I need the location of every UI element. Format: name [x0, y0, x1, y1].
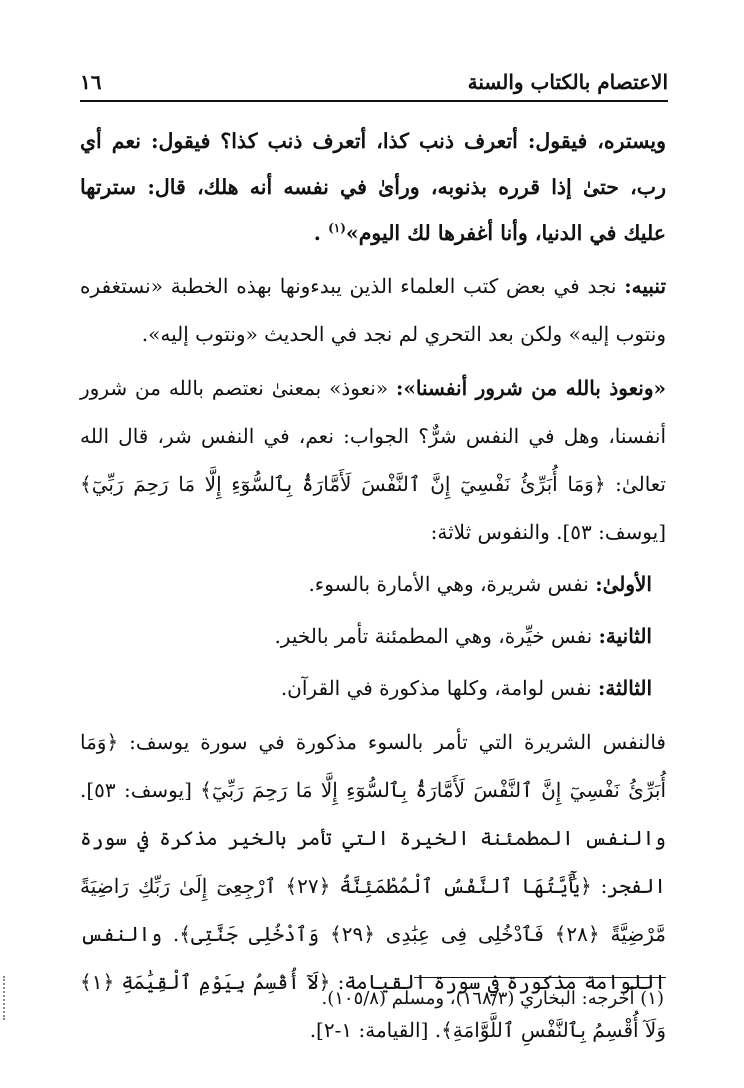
quran-paragraph: فالنفس الشريرة التي تأمر بالسوء مذكورة في سورة يوسف: ﴿وَمَا أُبَرِّئُ نَفْسِيٓ إِنَّ ٱلنَّفْسَ لَأَمَّارَةُۢ بِٱلسُّوٓءِ إِلَّا مَا رَحِمَ رَبِّيٓ﴾ [يوسف: ٥٣]. والنفس المطمئنة الخيرة التي تأمر بالخير مذكرة في سورة الفجر: ﴿يَٰٓأَيَّتُهَا ٱلنَّفْسُ ٱلْمُطْمَئِنَّةُ ﴿٢٧﴾ ٱرْجِعِىٓ إِلَىٰ رَبِّكِ رَاضِيَةً مَّرْضِيَّةً ﴿٢٨﴾ فَٱدْخُلِى فِى عِبَٰدِى ﴿٢٩﴾ وَٱدْخُلِى جَنَّتِى﴾. والنفس اللوامة مذكورة في سورة القيامة: ﴿لَآ أُقْسِمُ بِيَوْمِ ٱلْقِيَٰمَةِ ﴿١﴾ وَلَآ أُقْسِمُ بِٱلنَّفْسِ ٱللَّوَّامَةِ﴾. [القيامة: ١-٢].: [80, 730, 666, 1042]
footnote: (١) أخرجه: البخاري (١٦٨/٣)، ومسلم (١٠٥/٨).: [321, 988, 664, 1009]
note-paragraph: [80, 262, 666, 358]
item-label: الأولىٰ:: [595, 572, 652, 596]
hadith-paragraph: [80, 118, 666, 256]
item-label: الثالثة:: [597, 676, 652, 700]
item-text: نفس لوامة، وكلها مذكورة في القرآن.: [280, 676, 592, 700]
souls-lead: «ونعوذ بالله من شرور أنفسنا»:: [396, 376, 667, 400]
souls-paragraph: [80, 364, 666, 556]
item-text: نفس خيِّرة، وهي المطمئنة تأمر بالخير.: [274, 624, 593, 648]
footnote-rule: [414, 977, 666, 978]
page-number: ١٦: [80, 70, 102, 94]
hadith-end: .: [313, 221, 321, 245]
running-title: الاعتصام بالكتاب والسنة: [467, 70, 668, 94]
list-item: [80, 612, 666, 660]
item-label: الثانية:: [598, 624, 652, 648]
page-header: [80, 58, 668, 94]
page-body: [80, 118, 666, 1054]
note-label: تنبيه:: [624, 274, 667, 298]
item-text: نفس شريرة، وهي الأمارة بالسوء.: [308, 572, 589, 596]
list-item: [80, 560, 666, 608]
note-text: نجد في بعض كتب العلماء الذين يبدءونها بهذه الخطبة «نستغفره ونتوب إليه» ولكن بعد التحري لم نجد في الحديث «ونتوب إليه».: [80, 274, 666, 346]
scan-edge-mark: [3, 976, 9, 1020]
souls-text: «نعوذ» بمعنىٰ نعتصم بالله من شرور أنفسنا، وهل في النفس شرٌّ؟ الجواب: نعم، في النفس شر، قال الله تعالىٰ: ﴿وَمَا أُبَرِّئُ نَفْسِيٓ إِنَّ ٱلنَّفْسَ لَأَمَّارَةُۢ بِٱلسُّوٓءِ إِلَّا مَا رَحِمَ رَبِّيٓ﴾ [يوسف: ٥٣]. والنفوس ثلاثة:: [80, 376, 666, 544]
hadith-text: ويستره، فيقول: أتعرف ذنب كذا، أتعرف ذنب كذا؟ فيقول: نعم أي رب، حتىٰ إذا قرره بذنوبه، ورأىٰ في نفسه أنه هلك، قال: سترتها عليك في الدنيا، وأنا أغفرها لك اليوم»: [80, 129, 666, 245]
list-item: [80, 664, 666, 712]
footnote-ref: (١): [328, 221, 346, 236]
header-rule: [80, 100, 668, 102]
